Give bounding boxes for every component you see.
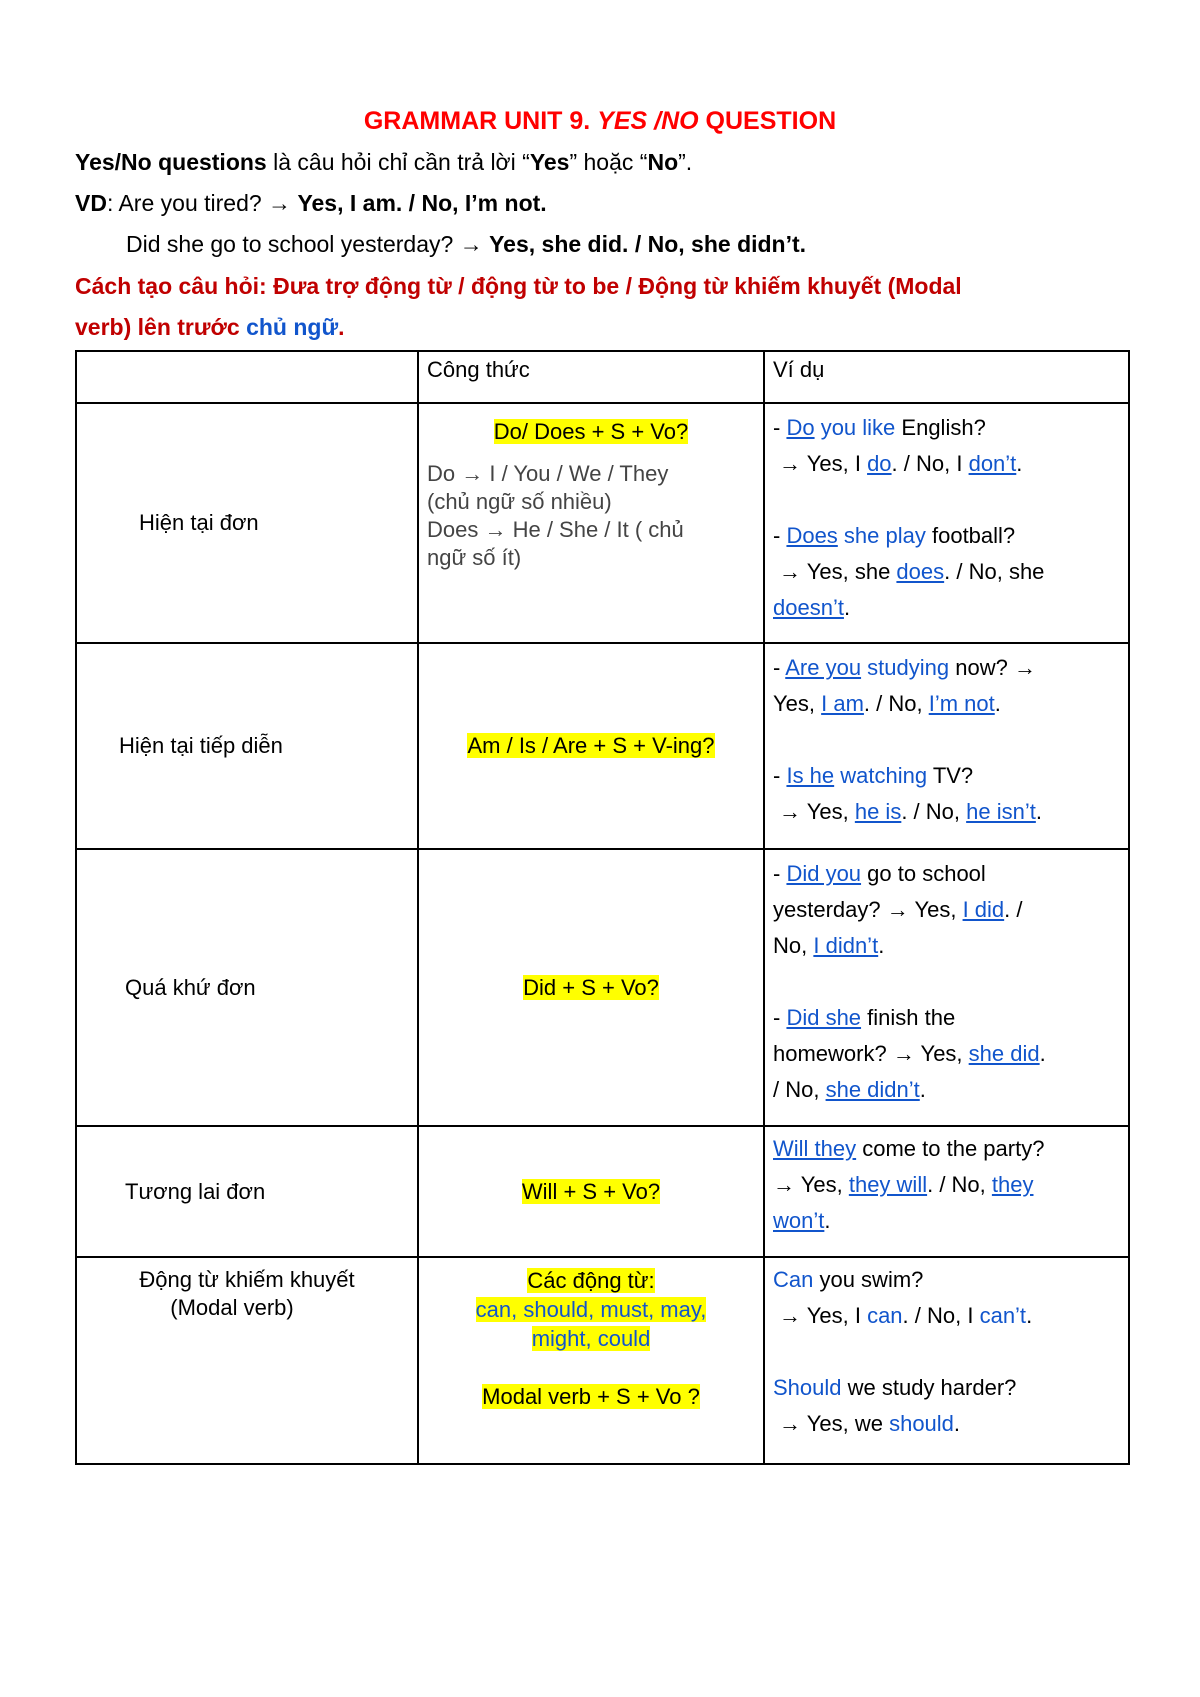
note-line: Do → I / You / We / They [427, 461, 669, 486]
grammar-table [75, 350, 1130, 1465]
tense-line: Động từ khiếm khuyết [139, 1267, 355, 1292]
example-cell [764, 643, 1129, 849]
example-answer: doesn’t. [773, 595, 851, 620]
example-answer: No, I didn’t. [773, 933, 885, 958]
intro-term: Yes/No questions [75, 149, 267, 175]
example-answer: won’t. [773, 1208, 831, 1233]
example-question: Can you swim? [773, 1267, 924, 1292]
example-label: VD [75, 190, 107, 216]
intro-no: No [647, 149, 679, 175]
formula-cell [418, 643, 764, 849]
modal-list: can, should, must, may, [475, 1297, 707, 1322]
example-answer: → Yes, I do. / No, I don’t. [779, 451, 1023, 476]
header-formula: Công thức [418, 351, 764, 403]
formula-highlight: Did + S + Vo? [523, 974, 659, 1000]
example-answer: / No, she didn’t. [773, 1077, 926, 1102]
modal-list: might, could [531, 1326, 651, 1351]
intro-yes: Yes [529, 149, 570, 175]
example-answer: → Yes, they will. / No, they [773, 1172, 1034, 1197]
formula-highlight: Am / Is / Are + S + V-ing? [467, 733, 715, 758]
formula-highlight: Modal verb + S + Vo ? [482, 1384, 700, 1409]
intro-text: là câu hỏi chỉ cần trả lời “ [266, 149, 530, 175]
table-row [76, 403, 1129, 643]
example-answer: Yes, I am. / No, I’m not. [773, 691, 1001, 716]
example-cell [764, 1126, 1129, 1257]
rule-line-2 [75, 311, 345, 343]
rule-text: verb) lên trước [75, 314, 247, 340]
formula-cell [418, 1257, 764, 1464]
example-answer: yesterday? → Yes, I did. / [773, 897, 1023, 922]
note-line: Does → He / She / It ( chủ [427, 517, 684, 542]
example-cell [764, 1257, 1129, 1464]
formula-highlight: Will + S + Vo? [521, 1178, 661, 1204]
title-main: GRAMMAR UNIT 9. [363, 107, 598, 135]
example-question: - Are you studying now? → [773, 655, 1036, 680]
example-cell [764, 403, 1129, 643]
note-line: (chủ ngữ số nhiều) [427, 489, 612, 514]
table-row [76, 849, 1129, 1126]
example-question: - Did you go to school [773, 861, 986, 886]
title-tail: QUESTION [698, 107, 837, 135]
tense-cell: Tương lai đơn [76, 1126, 418, 1257]
example-question: Did she go to school yesterday? → [126, 231, 490, 257]
example-question: Will they come to the party? [773, 1136, 1045, 1161]
intro-text: ” hoặc “ [569, 149, 648, 175]
example-answer: → Yes, we should. [779, 1411, 961, 1436]
example-cell [764, 849, 1129, 1126]
formula-cell [418, 849, 764, 1126]
tense-cell: Hiện tại đơn [76, 403, 418, 643]
example-answer: Yes, she did. / No, she didn’t. [489, 231, 807, 257]
example-question: Should we study harder? [773, 1375, 1017, 1400]
example-question: - Did she finish the [773, 1005, 956, 1030]
tense-cell: Quá khứ đơn [76, 849, 418, 1126]
table-row [76, 1126, 1129, 1257]
table-row [76, 1257, 1129, 1464]
intro-text: ”. [678, 149, 693, 175]
example-answer: → Yes, he is. / No, he isn’t. [779, 799, 1042, 824]
rule-end: . [338, 314, 345, 340]
formula-cell [418, 1126, 764, 1257]
rule-text: Cách tạo câu hỏi: Đưa trợ động từ / động từ to be / Động từ khiếm khuyết (Modal [75, 273, 962, 299]
example-line-2 [126, 228, 806, 260]
intro-paragraph [75, 146, 692, 178]
example-answer: → Yes, I can. / No, I can’t. [779, 1303, 1033, 1328]
page-title [0, 104, 1200, 138]
example-answer: homework? → Yes, she did. [773, 1041, 1046, 1066]
title-italic: YES /NO [597, 107, 699, 135]
example-line-1 [75, 187, 547, 219]
example-question: - Does she play football? [773, 523, 1016, 548]
tense-cell [76, 1257, 418, 1464]
example-question: : Are you tired? → [106, 190, 298, 216]
header-empty-cell [76, 351, 418, 403]
example-question: - Is he watching TV? [773, 763, 974, 788]
formula-cell [418, 403, 764, 643]
rule-line-1 [75, 270, 962, 302]
header-example: Ví dụ [764, 351, 1129, 403]
example-question: - Do you like English? [773, 415, 986, 440]
example-answer: → Yes, she does. / No, she [779, 559, 1045, 584]
note-line: ngữ số ít) [427, 545, 522, 570]
tense-cell: Hiện tại tiếp diễn [76, 643, 418, 849]
table-header-row [76, 351, 1129, 403]
tense-line: (Modal verb) [170, 1295, 294, 1320]
formula-highlight: Do/ Does + S + Vo? [493, 419, 689, 444]
example-answer: Yes, I am. / No, I’m not. [297, 190, 547, 216]
formula-note [427, 460, 755, 572]
table-row [76, 643, 1129, 849]
modal-title: Các động từ: [527, 1268, 655, 1293]
rule-subject: chủ ngữ [246, 314, 339, 340]
